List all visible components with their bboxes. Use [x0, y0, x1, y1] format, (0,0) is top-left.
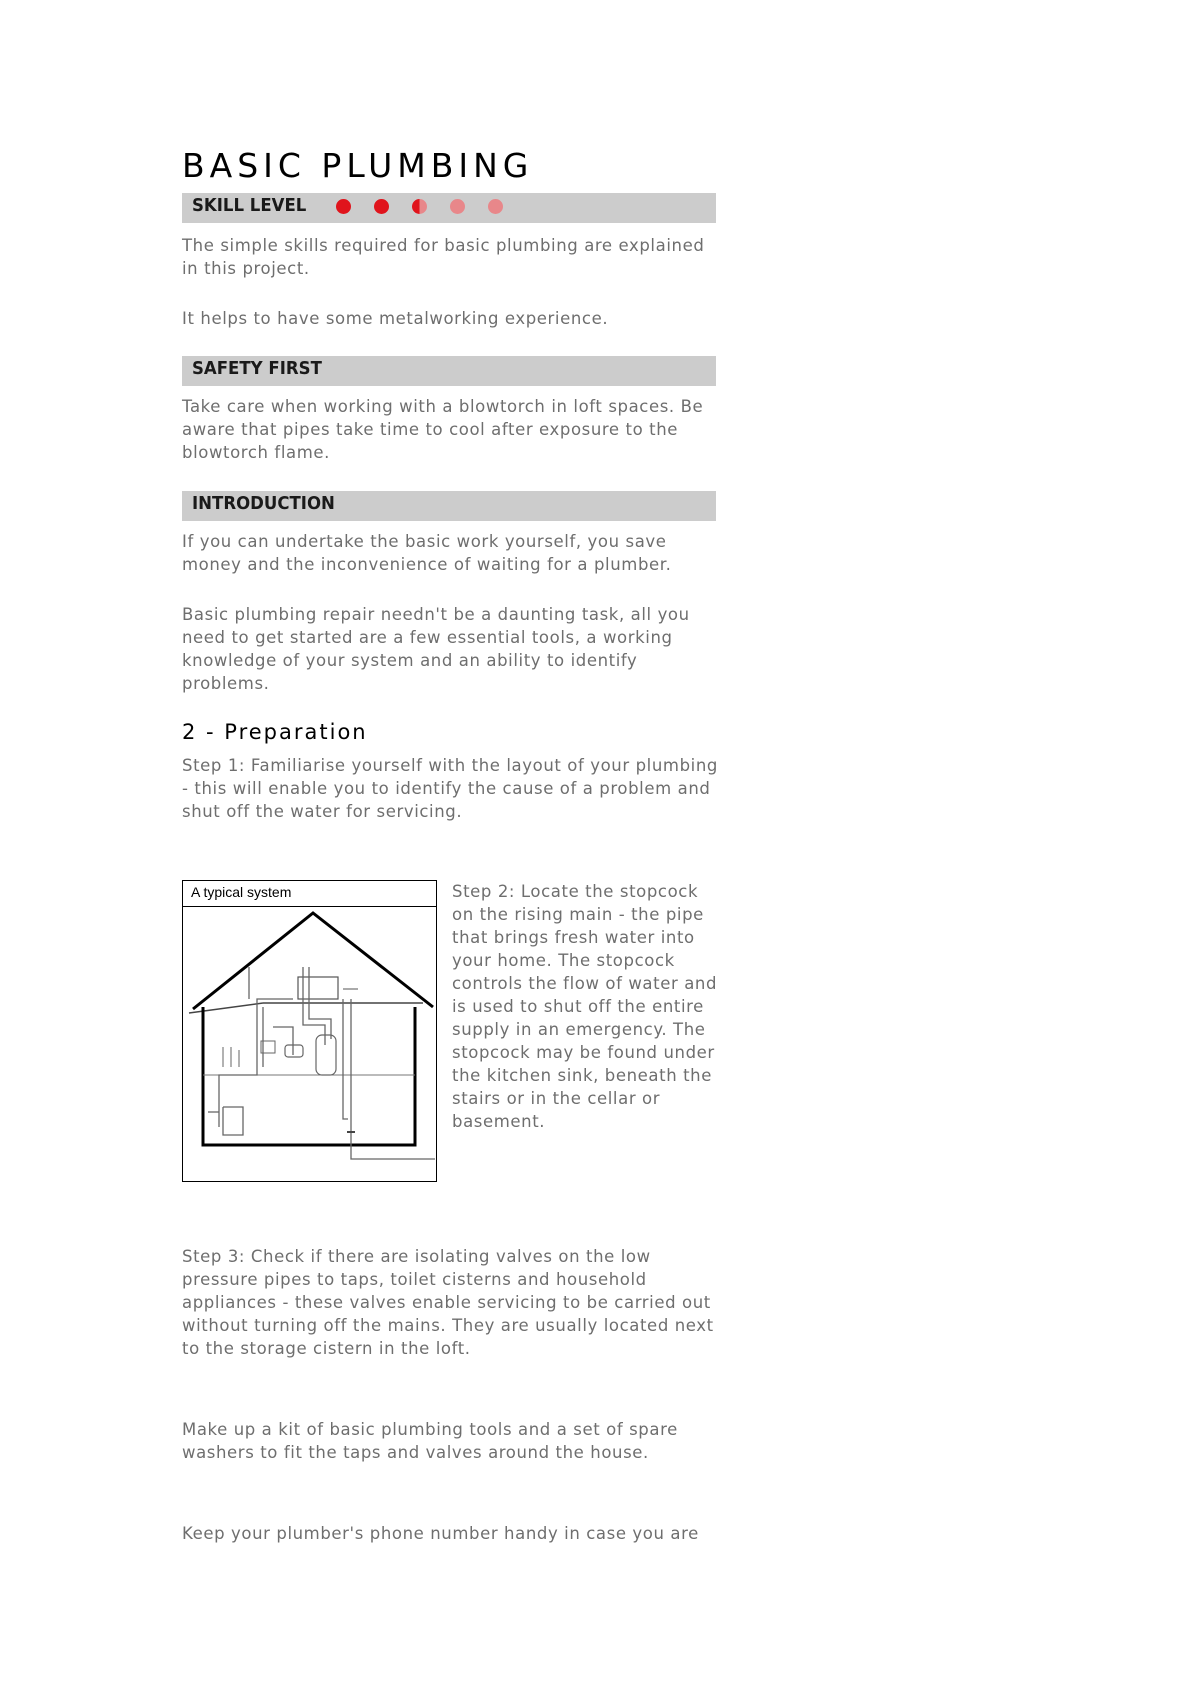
- introduction-paragraph: Basic plumbing repair needn't be a daunting task, all you need to get started are a few essential tools, a working knowledge of your system and an ability to identify problems.: [182, 605, 690, 693]
- preparation-heading: 2 - Preparation: [182, 720, 368, 744]
- skill-dot-full-icon: [336, 199, 351, 214]
- plumbing-system-figure: [182, 880, 437, 1182]
- skill-dot-empty-icon: [450, 199, 465, 214]
- figure-caption-box: [183, 881, 436, 907]
- safety-first-bar: [182, 356, 716, 386]
- introduction-paragraph: If you can undertake the basic work yourself, you save money and the inconvenience of waiting for a plumber.: [182, 532, 672, 574]
- house-roof: [193, 913, 433, 1009]
- phone-paragraph: Keep your plumber's phone number handy in case you are: [182, 1524, 699, 1543]
- introduction-label: INTRODUCTION: [192, 493, 335, 514]
- safety-first-label: SAFETY FIRST: [192, 358, 322, 379]
- step1-paragraph: Step 1: Familiarise yourself with the layout of your plumbing - this will enable you to identify the cause of a problem and shut off the water for servicing.: [182, 756, 718, 821]
- skill-dot-full-icon: [374, 199, 389, 214]
- intro-paragraph: It helps to have some metalworking experience.: [182, 309, 609, 328]
- house-walls: [203, 1007, 415, 1145]
- step3-paragraph: Step 3: Check if there are isolating valves on the low pressure pipes to taps, toilet cisterns and household appliances - these valves enable servicing to be carried out without turning off the mains. They are usually located next to the storage cistern in the loft.: [182, 1247, 714, 1358]
- introduction-bar: [182, 491, 716, 521]
- figure-caption: A typical system: [191, 884, 292, 900]
- skill-level-bar: [182, 193, 716, 223]
- safety-paragraph: Take care when working with a blowtorch in loft spaces. Be aware that pipes take time to cool after exposure to the blowtorch flame.: [182, 397, 704, 462]
- step2-paragraph: Step 2: Locate the stopcock on the rising main - the pipe that brings fresh water into your home. The stopcock controls the flow of water and is used to shut off the entire supply in an emergency. The stopcock may be found under the kitchen sink, beneath the stairs or in the cellar or basement.: [452, 882, 718, 1131]
- kit-paragraph: Make up a kit of basic plumbing tools and a set of spare washers to fit the taps and valves around the house.: [182, 1420, 678, 1462]
- skill-dot-half-icon: [412, 199, 427, 214]
- house-plumbing-diagram: [183, 907, 435, 1180]
- skill-level-label: SKILL LEVEL: [192, 195, 307, 216]
- page-title: BASIC PLUMBING: [182, 146, 534, 185]
- skill-dot-empty-icon: [488, 199, 503, 214]
- intro-paragraph: The simple skills required for basic plumbing are explained in this project.: [182, 236, 705, 278]
